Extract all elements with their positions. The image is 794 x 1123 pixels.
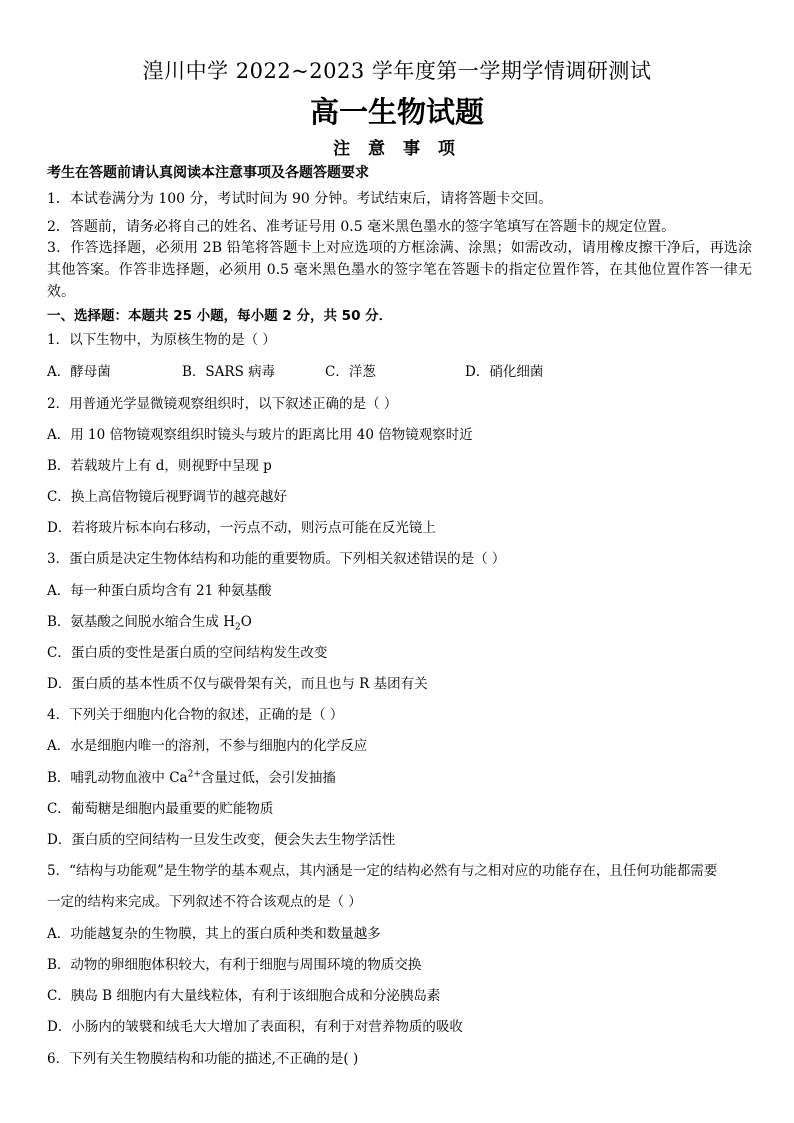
option-d: D．硝化细菌 [465, 364, 544, 380]
question-4-option-c: C．葡萄糖是细胞内最重要的贮能物质 [47, 801, 274, 817]
notice-heading: 考生在答题前请认真阅读本注意事项及各题答题要求 [47, 165, 369, 181]
question-2-stem: 2．用普通光学显微镜观察组织时，以下叙述正确的是（ ） [47, 396, 398, 412]
option-c: C．洋葱 [325, 364, 376, 380]
question-5-option-b: B．动物的卵细胞体积较大，有利于细胞与周围环境的物质交换 [47, 957, 422, 973]
question-3-option-d: D．蛋白质的基本性质不仅与碳骨架有关，而且也与 R 基团有关 [47, 676, 428, 692]
question-5-option-c: C．胰岛 B 细胞内有大量线粒体，有利于该细胞合成和分泌胰岛素 [47, 988, 441, 1004]
notice-title: 注 意 事 项 [333, 139, 461, 159]
question-3-stem: 3．蛋白质是决定生物体结构和功能的重要物质。下列相关叙述错误的是（ ） [47, 551, 506, 567]
section-heading: 一、选择题：本题共 25 小题，每小题 2 分，共 50 分． [47, 308, 393, 324]
option-a: A．酵母菌 [47, 364, 111, 380]
question-6-stem: 6．下列有关生物膜结构和功能的描述,不正确的是( ) [47, 1051, 359, 1067]
exam-title: 高一生物试题 [309, 95, 484, 129]
question-3-option-a: A．每一种蛋白质均含有 21 种氨基酸 [47, 583, 272, 599]
question-1-stem: 1．以下生物中，为原核生物的是（ ） [47, 332, 276, 348]
question-4-option-d: D．蛋白质的空间结构一旦发生改变，便会失去生物学活性 [47, 832, 396, 848]
notice-item-2: 2．答题前，请务必将自己的姓名、准考证号用 0.5 毫米黑色墨水的签字笔填写在答题卡的规定位置。 [47, 219, 676, 235]
notice-item-1: 1．本试卷满分为 100 分，考试时间为 90 分钟。考试结束后，请将答题卡交回。 [47, 191, 553, 207]
notice-item-3: 3．作答选择题，必须用 2B 铅笔将答题卡上对应选项的方框涂满、涂黑；如需改动，请用橡皮擦干净后，再选涂其他答案。作答非选择题，必须用 0.5 毫米黑色墨水的签字笔在答题卡的指定位置作答，在其他位置作答一律无效。 [47, 240, 752, 300]
question-4-stem: 4．下列关于细胞内化合物的叙述，正确的是（ ） [47, 707, 344, 723]
option-text: B．氨基酸之间脱水缩合生成 H [47, 614, 235, 630]
option-text-end: 含量过低，会引发抽搐 [200, 770, 336, 786]
question-2-option-d: D．若将玻片标本向右移动，一污点不动，则污点可能在反光镜上 [47, 520, 436, 536]
question-5-stem-line-2: 一定的结构来完成。下列叙述不符合该观点的是（ ） [47, 894, 362, 910]
option-text: B．哺乳动物血液中 Ca [47, 770, 188, 786]
question-2-option-a: A．用 10 倍物镜观察组织时镜头与玻片的距离比用 40 倍物镜观察时近 [47, 427, 473, 443]
subscript: 2 [235, 622, 241, 633]
option-text-end: O [240, 614, 252, 630]
question-5-stem-line-1: 5．“结构与功能观”是生物学的基本观点，其内涵是一定的结构必然有与之相对应的功能存在，且任何功能都需要 [47, 863, 718, 879]
question-5-option-d: D．小肠内的皱襞和绒毛大大增加了表面积，有利于对营养物质的吸收 [47, 1019, 463, 1035]
question-4-option-a: A．水是细胞内唯一的溶剂，不参与细胞内的化学反应 [47, 738, 368, 754]
superscript: 2+ [187, 769, 201, 780]
question-5-option-a: A．功能越复杂的生物膜，其上的蛋白质种类和数量越多 [47, 926, 381, 942]
question-2-option-c: C．换上高倍物镜后视野调节的越亮越好 [47, 489, 287, 505]
option-b: B．SARS 病毒 [182, 364, 276, 380]
question-3-option-c: C．蛋白质的变性是蛋白质的空间结构发生改变 [47, 645, 328, 661]
school-title: 湟川中学 2022~2023 学年度第一学期学情调研测试 [142, 59, 652, 83]
question-2-option-b: B．若载玻片上有 d，则视野中呈现 p [47, 458, 272, 474]
question-4-option-b [47, 769, 336, 787]
question-3-option-b [47, 613, 252, 631]
